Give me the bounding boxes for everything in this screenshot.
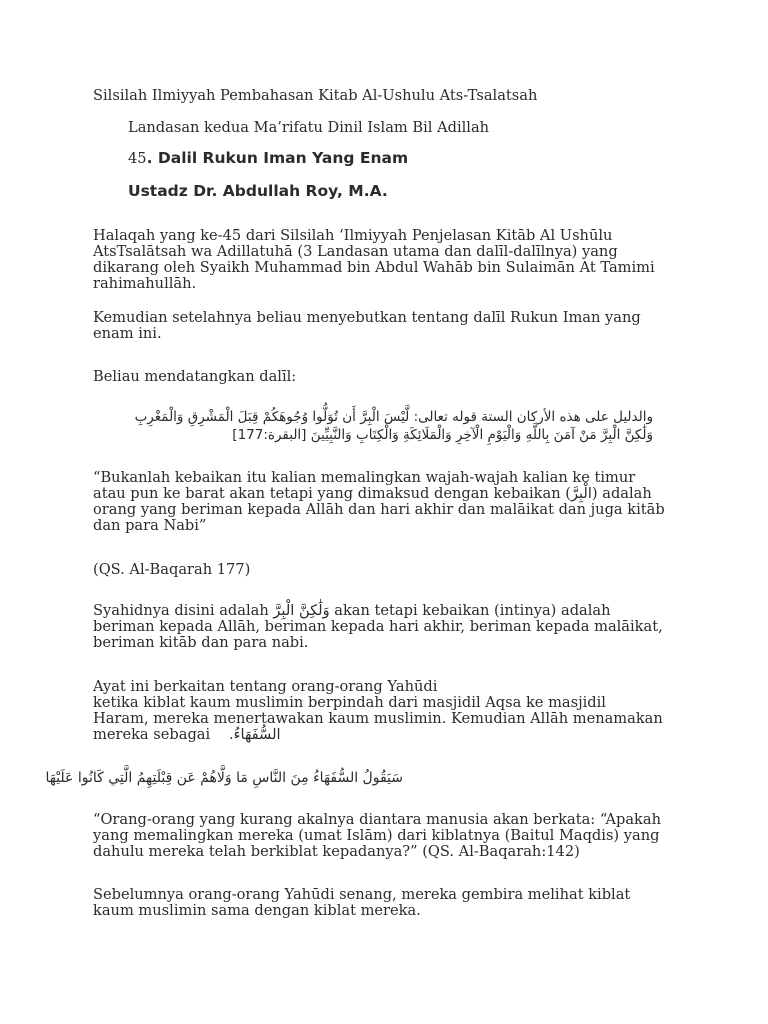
- arabic-dalil-line: وَلَٰكِنَّ الْبِرَّ مَنْ آمَنَ بِاللَّهِ وَالْيَوْمِ الْآخِرِ وَالْمَلَائِكَةِ وَالْكِتَابِ وَالنَّبِيِّينَ [البقرة:177]: [232, 427, 653, 443]
- translation-line: orang yang beriman kepada Allāh dan hari akhir dan malāikat dan juga kitāb: [93, 501, 665, 518]
- lesson-number: 45: [128, 150, 147, 167]
- syahid-line: beriman kepada Allāh, beriman kepada hari akhir, beriman kepada malāikat,: [93, 618, 663, 635]
- reference-baqarah-177: (QS. Al-Baqarah 177): [93, 561, 251, 578]
- series-title: Silsilah Ilmiyyah Pembahasan Kitab Al-Ushulu Ats-Tsalatsah: [93, 87, 538, 104]
- intro-line: rahimahullāh.: [93, 275, 197, 292]
- lesson-heading: [128, 150, 408, 168]
- yahudi-line: Ayat ini berkaitan tentang orang-orang Yahūdi: [93, 678, 438, 695]
- translation-line: atau pun ke barat akan tetapi yang dimaksud dengan kebaikan (الْبِرَّ) adalah: [93, 485, 652, 502]
- yahudi-line: ketika kiblat kaum muslimin berpindah dari masjidil Aqsa ke masjidil: [93, 694, 606, 711]
- translation-line: dan para Nabi”: [93, 517, 207, 534]
- subtitle: Landasan kedua Ma’rifatu Dinil Islam Bil Adillah: [128, 119, 490, 136]
- dalil-intro: Beliau mendatangkan dalīl:: [93, 368, 297, 385]
- sufaha-arabic: السُّفَهَاءُ.: [229, 726, 281, 743]
- yahudi-text: mereka sebagai: [93, 726, 211, 743]
- syahid-text: Syahidnya disini adalah: [93, 602, 274, 619]
- arabic-ayah-142: سَيَقُولُ السُّفَهَاءُ مِنَ النَّاسِ مَا وَلَّاهُمْ عَن قِبْلَتِهِمُ الَّتِي كَانُوا عَلَيْهَا: [45, 770, 403, 786]
- paragraph-line: enam ini.: [93, 325, 162, 342]
- translation-line: “Orang-orang yang kurang akalnya diantara manusia akan berkata: “Apakah: [93, 811, 661, 828]
- translation-line: yang memalingkan mereka (umat Islām) dari kiblatnya (Baitul Maqdis) yang: [93, 827, 660, 844]
- syahid-text: akan tetapi kebaikan (intinya) adalah: [329, 602, 611, 619]
- syahid-line: beriman kitāb dan para nabi.: [93, 634, 309, 651]
- intro-line: Halaqah yang ke-45 dari Silsilah ‘Ilmiyyah Penjelasan Kitāb Al Ushūlu: [93, 227, 613, 244]
- speaker-name: Ustadz Dr. Abdullah Roy, M.A.: [128, 182, 388, 200]
- arabic-dalil-line: والدليل على هذه الأركان الستة قوله تعالى: لَّيْسَ الْبِرَّ أَن تُوَلُّوا وُجُوهَكُمْ قِبَلَ الْمَشْرِقِ وَالْمَغْرِبِ: [134, 409, 653, 425]
- closing-line: kaum muslimin sama dengan kiblat mereka.: [93, 902, 421, 919]
- paragraph-line: Kemudian setelahnya beliau menyebutkan tentang dalīl Rukun Iman yang: [93, 309, 641, 326]
- translation-line: dahulu mereka telah berkiblat kepadanya?” (QS. Al-Baqarah:142): [93, 843, 580, 860]
- closing-line: Sebelumnya orang-orang Yahūdi senang, mereka gembira melihat kiblat: [93, 886, 631, 903]
- yahudi-line: [93, 727, 210, 744]
- syahid-arabic: وَلَٰكِنَّ الْبِرَّ: [273, 602, 330, 619]
- translation-line: “Bukanlah kebaikan itu kalian memalingkan wajah-wajah kalian ke timur: [93, 469, 636, 486]
- intro-line: AtsTsalātsah wa Adillatuhā (3 Landasan utama dan dalīl-dalīlnya) yang: [93, 243, 618, 260]
- lesson-title: . Dalil Rukun Iman Yang Enam: [146, 149, 409, 167]
- yahudi-line: Haram, mereka menertawakan kaum muslimin. Kemudian Allāh menamakan: [93, 710, 663, 727]
- intro-line: dikarang oleh Syaikh Muhammad bin Abdul Wahāb bin Sulaimān At Tamimi: [93, 259, 655, 276]
